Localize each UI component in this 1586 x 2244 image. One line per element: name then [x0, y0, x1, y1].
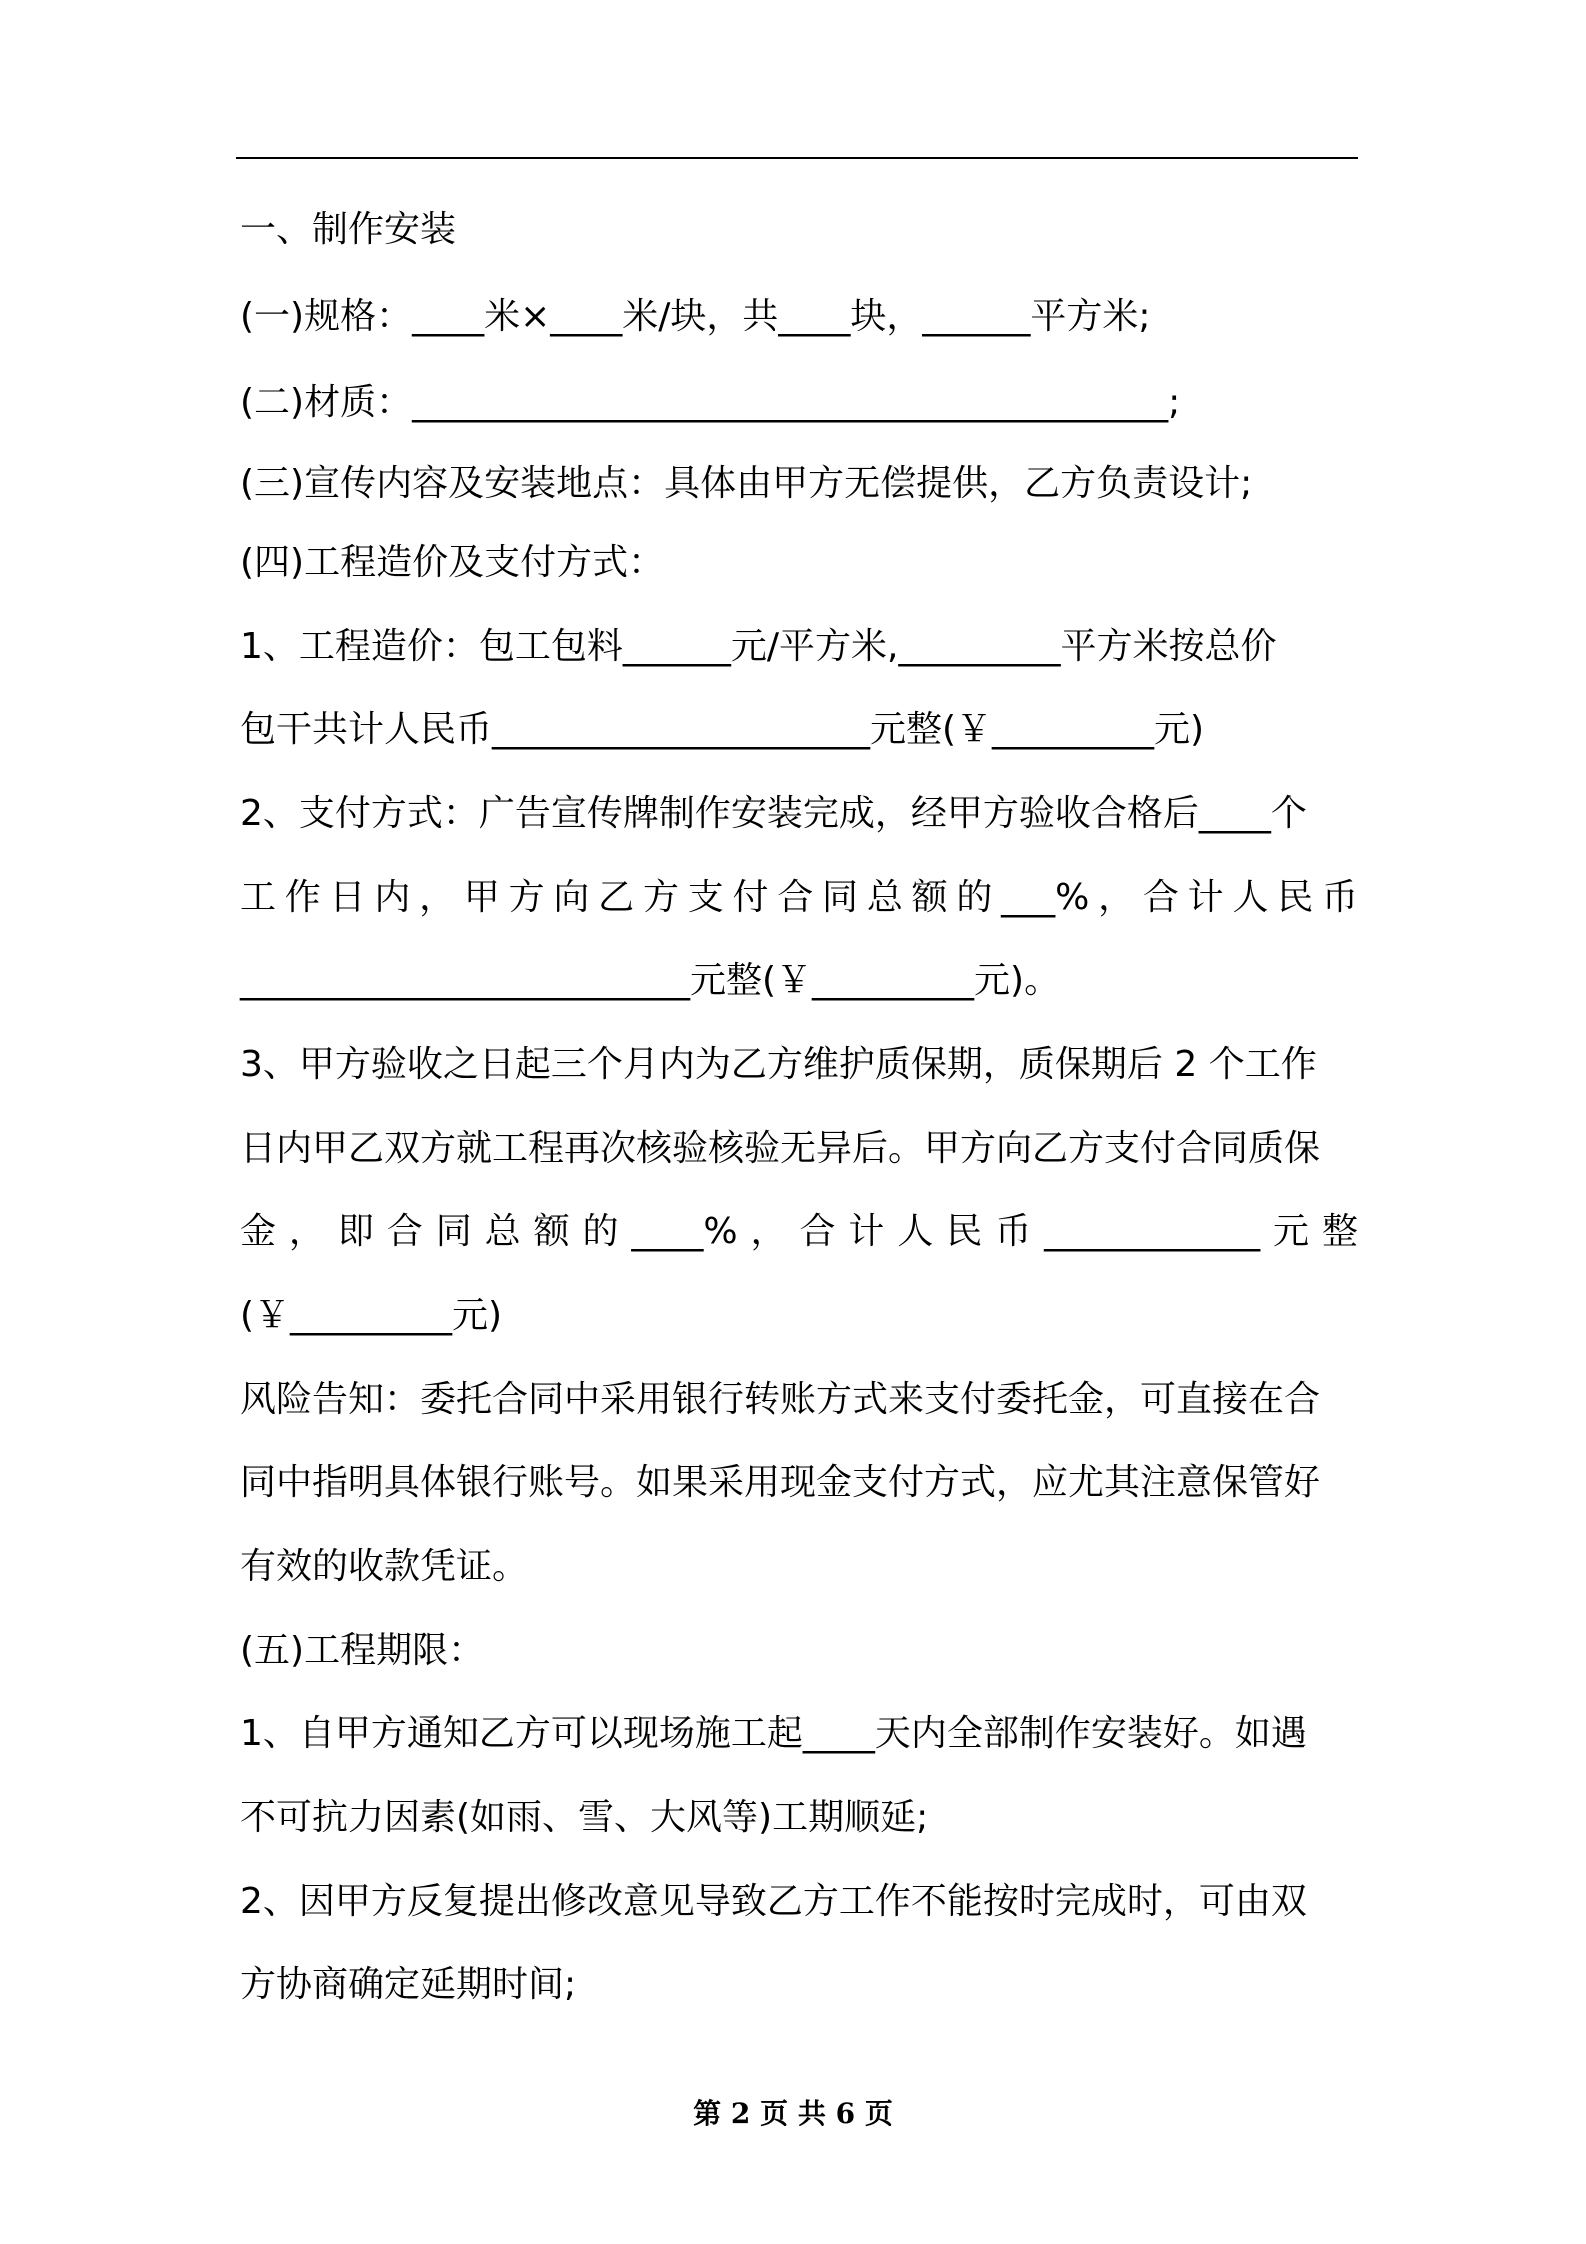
- schedule-heading: (五)工程期限：: [240, 1630, 485, 1671]
- payment-line-2: 工作日内，甲方向乙方支付合同总额的___%，合计人民币: [240, 877, 1358, 918]
- material-line: (二)材质：__________________________________________;: [240, 382, 1181, 423]
- price-line-1: 1、工程造价：包工包料______元/平方米,_________平方米按总价: [240, 626, 1277, 667]
- content-location-line: (三)宣传内容及安装地点：具体由甲方无偿提供，乙方负责设计;: [240, 463, 1253, 504]
- risk-notice-line-3: 有效的收款凭证。: [240, 1546, 529, 1587]
- page-number: 第 2 页 共 6 页: [693, 2097, 893, 2130]
- section-heading: 一、制作安装: [240, 209, 457, 250]
- schedule-line-1: 1、自甲方通知乙方可以现场施工起____天内全部制作安装好。如遇: [240, 1713, 1307, 1754]
- warranty-line-3: 金，即合同总额的____%，合计人民币____________元整: [240, 1211, 1358, 1252]
- spec-line: (一)规格：____米×____米/块，共____块，______平方米;: [240, 296, 1151, 337]
- price-line-2: 包干共计人民币_____________________元整(￥_________元): [240, 709, 1205, 750]
- schedule-line-4: 方协商确定延期时间;: [240, 1964, 577, 2005]
- payment-line-1: 2、支付方式：广告宣传牌制作安装完成，经甲方验收合格后____个: [240, 793, 1307, 834]
- warranty-line-1: 3、甲方验收之日起三个月内为乙方维护质保期，质保期后 2 个工作: [240, 1044, 1317, 1085]
- warranty-line-4: (￥_________元): [240, 1295, 503, 1336]
- price-payment-heading: (四)工程造价及支付方式：: [240, 542, 665, 583]
- risk-notice-line-1: 风险告知：委托合同中采用银行转账方式来支付委托金，可直接在合: [240, 1379, 1321, 1420]
- warranty-line-2: 日内甲乙双方就工程再次核验核验无异后。甲方向乙方支付合同质保: [240, 1128, 1321, 1169]
- schedule-line-2: 不可抗力因素(如雨、雪、大风等)工期顺延;: [240, 1797, 929, 1838]
- payment-line-3: _________________________元整(￥_________元)。: [240, 960, 1061, 1001]
- schedule-line-3: 2、因甲方反复提出修改意见导致乙方工作不能按时完成时，可由双: [240, 1881, 1307, 1922]
- header-rule: [236, 157, 1358, 159]
- risk-notice-line-2: 同中指明具体银行账号。如果采用现金支付方式，应尤其注意保管好: [240, 1462, 1321, 1503]
